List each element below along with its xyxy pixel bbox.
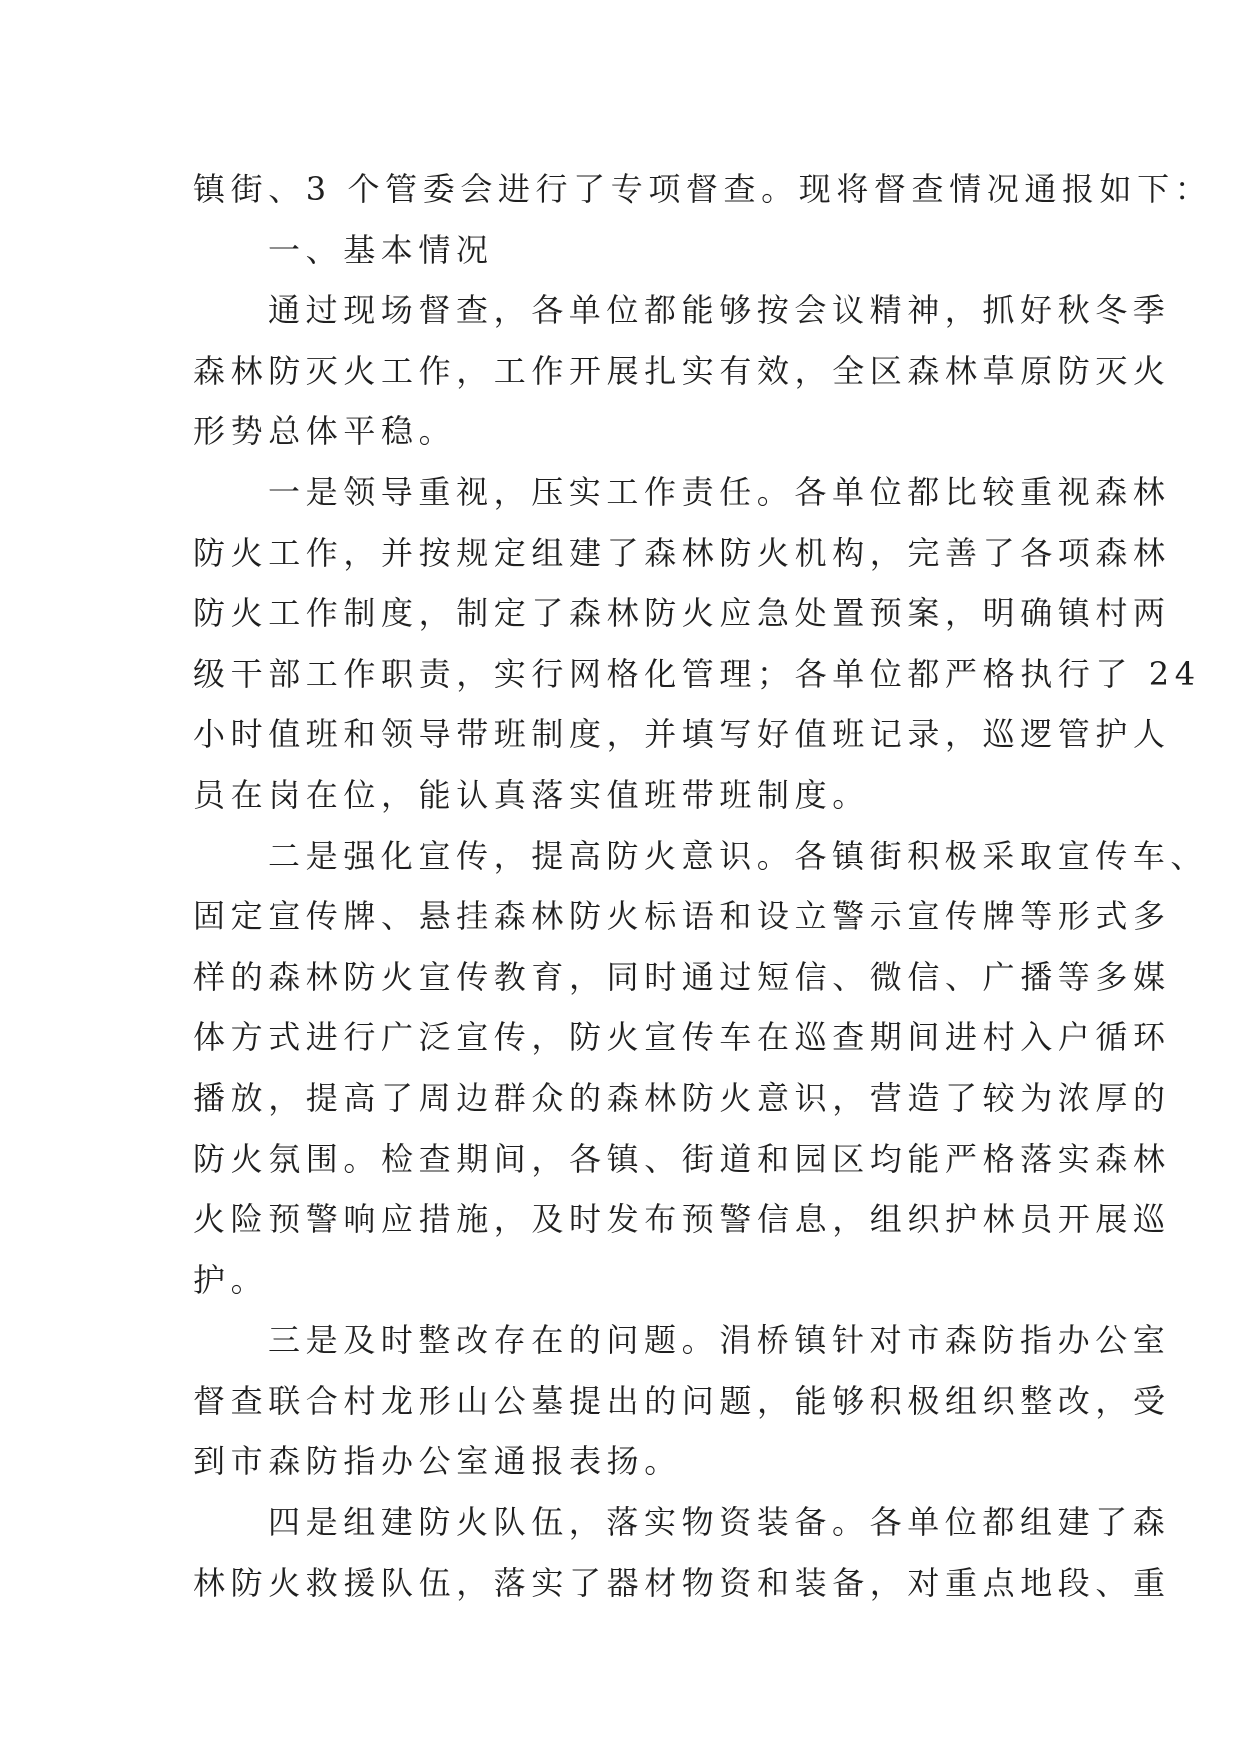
text-line: 火险预警响应措施，及时发布预警信息，组织护林员开展巡 — [193, 1200, 1171, 1239]
text-line: 防火工作制度，制定了森林防火应急处置预案，明确镇村两 — [193, 594, 1171, 633]
text-line: 小时值班和领导带班制度，并填写好值班记录，巡逻管护人 — [193, 715, 1171, 754]
text-line: 样的森林防火宣传教育，同时通过短信、微信、广播等多媒 — [193, 957, 1171, 996]
text-line: 固定宣传牌、悬挂森林防火标语和设立警示宣传牌等形式多 — [193, 897, 1171, 936]
text-line: 护。 — [193, 1260, 269, 1299]
text-line: 镇街、3 个管委会进行了专项督查。现将督查情况通报如下： — [193, 170, 1213, 208]
text-line: 森林防灭火工作，工作开展扎实有效，全区森林草原防灭火 — [193, 351, 1171, 390]
text-line: 林防火救援队伍，落实了器材物资和装备，对重点地段、重 — [193, 1563, 1171, 1602]
text-line: 三是及时整改存在的问题。涓桥镇针对市森防指办公室 — [268, 1321, 1171, 1360]
section-heading-basic: 一、基本情况 — [268, 230, 494, 269]
text-line: 防火氛围。检查期间，各镇、街道和园区均能严格落实森林 — [193, 1139, 1171, 1178]
text-line: 员在岗在位，能认真落实值班带班制度。 — [193, 775, 870, 814]
text-line: 二是强化宣传，提高防火意识。各镇街积极采取宣传车、 — [268, 836, 1209, 875]
text-line: 体方式进行广泛宣传，防火宣传车在巡查期间进村入户循环 — [193, 1018, 1171, 1057]
text-line: 形势总体平稳。 — [193, 412, 457, 451]
text-line: 级干部工作职责，实行网格化管理；各单位都严格执行了 24 — [193, 654, 1201, 693]
text-line: 四是组建防火队伍，落实物资装备。各单位都组建了森 — [268, 1503, 1171, 1542]
text-line: 到市森防指办公室通报表扬。 — [193, 1442, 682, 1481]
text-line: 一是领导重视，压实工作责任。各单位都比较重视森林 — [268, 472, 1171, 511]
text-line: 播放，提高了周边群众的森林防火意识，营造了较为浓厚的 — [193, 1078, 1171, 1117]
text-line: 防火工作，并按规定组建了森林防火机构，完善了各项森林 — [193, 533, 1171, 572]
text-line: 督查联合村龙形山公墓提出的问题，能够积极组织整改，受 — [193, 1381, 1171, 1420]
text-line: 通过现场督查，各单位都能够按会议精神，抓好秋冬季 — [268, 291, 1171, 330]
document-body — [193, 159, 1213, 1613]
